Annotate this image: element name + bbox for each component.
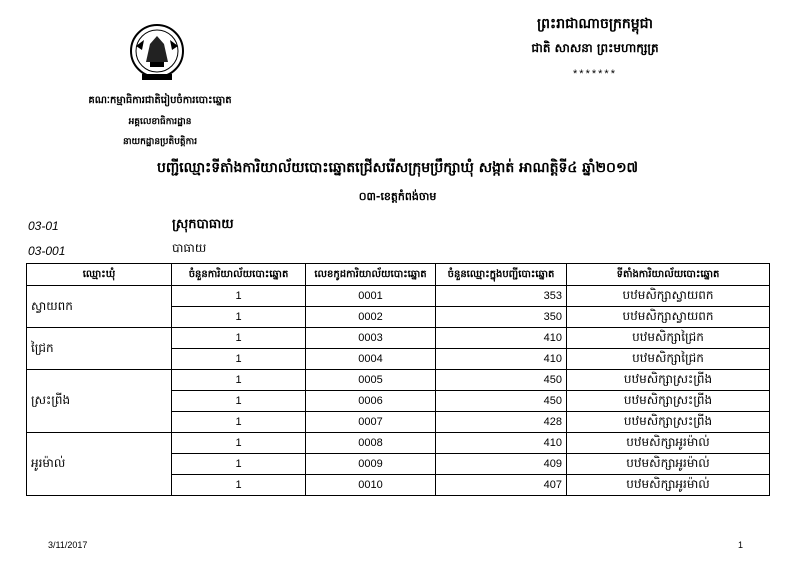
- station-location: បឋមសិក្សាស្រះព្រីង: [567, 412, 770, 433]
- station-count: 1: [172, 370, 306, 391]
- station-location: បឋមសិក្សាស្រះព្រីង: [567, 391, 770, 412]
- station-count: 1: [172, 286, 306, 307]
- table-header-row: [27, 264, 770, 286]
- voter-count: 409: [436, 454, 567, 475]
- voter-count: 428: [436, 412, 567, 433]
- station-code: 0006: [306, 391, 436, 412]
- voter-count: 350: [436, 307, 567, 328]
- station-location: បឋមសិក្សាស្វាយពក: [567, 286, 770, 307]
- header-location: ទីតាំងការិយាល័យបោះឆ្នោត: [567, 264, 770, 286]
- header-station-code: លេខកូដការិយាល័យបោះឆ្នោត: [306, 264, 436, 286]
- station-count: 1: [172, 307, 306, 328]
- station-code: 0007: [306, 412, 436, 433]
- voter-count: 410: [436, 328, 567, 349]
- station-code: 0008: [306, 433, 436, 454]
- table-row: [27, 370, 770, 391]
- table-row: [27, 433, 770, 454]
- station-code: 0003: [306, 328, 436, 349]
- voter-count: 353: [436, 286, 567, 307]
- header-station-count: ចំនួនការិយាល័យបោះឆ្នោត: [172, 264, 306, 286]
- station-location: បឋមសិក្សាអូរម៉ាល់: [567, 454, 770, 475]
- stars-divider: *******: [573, 68, 617, 80]
- national-motto: ជាតិ សាសនា ព្រះមហាក្សត្រ: [531, 41, 659, 55]
- station-location: បឋមសិក្សាជ្រៃក: [567, 328, 770, 349]
- nec-emblem-logo: [128, 22, 186, 84]
- commune-name: ស្រះព្រីង: [27, 370, 172, 433]
- station-code: 0002: [306, 307, 436, 328]
- station-location: បឋមសិក្សាអូរម៉ាល់: [567, 475, 770, 496]
- voter-count: 410: [436, 349, 567, 370]
- station-code: 0001: [306, 286, 436, 307]
- station-count: 1: [172, 475, 306, 496]
- header-commune: ឈ្មោះឃុំ: [27, 264, 172, 286]
- station-count: 1: [172, 328, 306, 349]
- district-name: ស្រុកបាធាយ: [172, 217, 234, 232]
- subdistrict-name: បាធាយ: [172, 241, 207, 255]
- table-row: [27, 286, 770, 307]
- station-code: 0005: [306, 370, 436, 391]
- header-voter-count: ចំនួនឈ្មោះក្នុងបញ្ជីបោះឆ្នោត: [436, 264, 567, 286]
- station-location: បឋមសិក្សាជ្រៃក: [567, 349, 770, 370]
- table-row: [27, 328, 770, 349]
- commune-name: ស្វាយពក: [27, 286, 172, 328]
- district-code: 03-01: [28, 219, 59, 233]
- document-title: បញ្ជីឈ្មោះទីតាំងការិយាល័យបោះឆ្នោតជ្រើសរើសក្រុមប្រឹក្សាឃុំ សង្កាត់ អាណត្តិទី៤ ឆ្នាំ២០១៧: [156, 160, 639, 176]
- polling-stations-table: [26, 263, 770, 496]
- station-count: 1: [172, 454, 306, 475]
- station-location: បឋមសិក្សាស្វាយពក: [567, 307, 770, 328]
- subdistrict-code: 03-001: [28, 244, 66, 258]
- org-secretariat: អគ្គលេខាធិការដ្ឋាន: [128, 117, 192, 127]
- voter-count: 410: [436, 433, 567, 454]
- station-code: 0004: [306, 349, 436, 370]
- station-location: បឋមសិក្សាស្រះព្រីង: [567, 370, 770, 391]
- station-count: 1: [172, 433, 306, 454]
- station-location: បឋមសិក្សាអូរម៉ាល់: [567, 433, 770, 454]
- station-count: 1: [172, 412, 306, 433]
- kingdom-title: ព្រះរាជាណាចក្រកម្ពុជា: [536, 16, 653, 32]
- org-department: នាយកដ្ឋានប្រតិបត្តិការ: [122, 137, 198, 147]
- province-subtitle: ០៣-ខេត្តកំពង់ចាម: [358, 190, 437, 203]
- station-code: 0010: [306, 475, 436, 496]
- station-code: 0009: [306, 454, 436, 475]
- voter-count: 450: [436, 391, 567, 412]
- org-name: គណៈកម្មាធិការជាតិរៀបចំការបោះឆ្នោត: [88, 95, 232, 106]
- footer-page-number: 1: [738, 540, 744, 550]
- station-count: 1: [172, 349, 306, 370]
- voter-count: 407: [436, 475, 567, 496]
- commune-name: ជ្រៃក: [27, 328, 172, 370]
- voter-count: 450: [436, 370, 567, 391]
- footer-date: 3/11/2017: [48, 540, 88, 550]
- station-count: 1: [172, 391, 306, 412]
- commune-name: អូរម៉ាល់: [27, 433, 172, 496]
